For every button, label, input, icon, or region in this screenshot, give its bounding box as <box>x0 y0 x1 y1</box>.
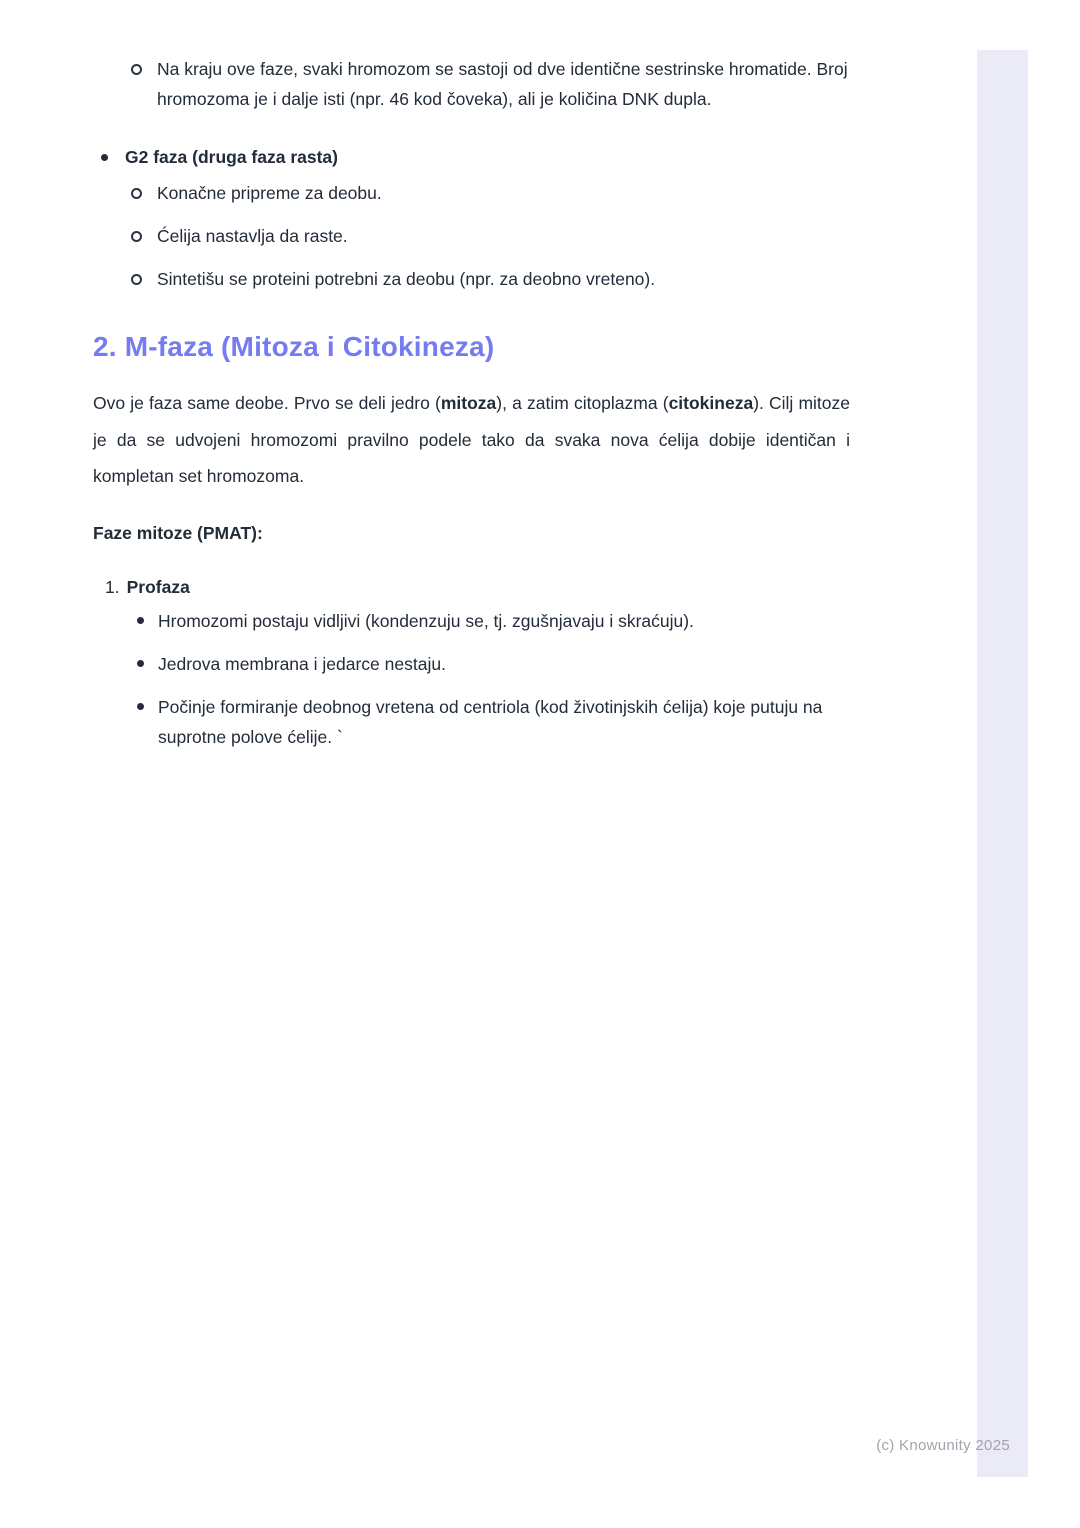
list-item <box>93 692 850 752</box>
list-item <box>93 54 850 114</box>
list-item-text: Ćelija nastavlja da raste. <box>157 226 348 246</box>
list-item <box>93 264 850 294</box>
list-item-text: Počinje formiranje deobnog vretena od centriola (kod životinjskih ćelija) koje putuju na suprotne polove ćelije. ` <box>158 696 823 747</box>
circle-bullet-icon <box>131 64 142 75</box>
list-item <box>93 221 850 251</box>
list-item-text: Hromozomi postaju vidljivi (kondenzuju se, tj. zgušnjavaju i skraćuju). <box>158 610 694 631</box>
disc-bullet-icon <box>101 154 108 161</box>
disc-bullet-icon <box>137 660 144 667</box>
profaza-title-text: Profaza <box>126 576 190 597</box>
list-item <box>93 649 850 679</box>
profaza-title <box>93 572 850 602</box>
profaza-section <box>93 572 850 752</box>
list-item <box>93 178 850 208</box>
paragraph-text: ), a zatim citoplazma ( <box>496 393 669 413</box>
g2-phase-title-text: G2 faza (druga faza rasta) <box>125 147 338 167</box>
paragraph-text: ). Cilj mitoze je da se udvojeni hromozomi pravilno podele tako da svaka nova ćelija dobije identičan i kompletan set hromozoma. <box>93 393 851 486</box>
bold-term-citokineza: citokineza <box>668 393 754 413</box>
list-item-text: Sintetišu se proteini potrebni za deobu (npr. za deobno vreteno). <box>157 269 656 289</box>
disc-bullet-icon <box>137 617 144 624</box>
g2-phase-list <box>93 178 850 294</box>
m-phase-heading: 2. M-faza (Mitoza i Citokineza) <box>93 331 495 362</box>
circle-bullet-icon <box>131 274 142 285</box>
list-item <box>93 606 850 636</box>
disc-bullet-icon <box>137 703 144 710</box>
list-number: 1. <box>105 576 120 597</box>
document-page <box>93 0 850 765</box>
watermark-text: (c) Knowunity 2025 <box>876 1437 1010 1454</box>
g2-phase-section <box>93 142 850 294</box>
list-item-text: Na kraju ove faze, svaki hromozom se sastoji od dve identične sestrinske hromatide. Broj hromozoma je i dalje isti (npr. 46 kod čoveka), ali je količina DNK dupla. <box>157 59 848 109</box>
paragraph-text: Ovo je faza same deobe. Prvo se deli jedro ( <box>93 393 441 413</box>
circle-bullet-icon <box>131 188 142 199</box>
g2-phase-title <box>93 142 850 172</box>
s-phase-summary-list <box>93 54 850 114</box>
profaza-list <box>93 606 850 752</box>
bold-term-mitoza: mitoza <box>440 393 497 413</box>
circle-bullet-icon <box>131 231 142 242</box>
list-item-text: Jedrova membrana i jedarce nestaju. <box>158 653 446 674</box>
list-item-text: Konačne pripreme za deobu. <box>157 183 382 203</box>
scrollbar-track[interactable] <box>977 50 1028 1477</box>
mitosis-phases-subheading: Faze mitoze (PMAT): <box>93 522 263 543</box>
m-phase-paragraph <box>93 385 850 495</box>
